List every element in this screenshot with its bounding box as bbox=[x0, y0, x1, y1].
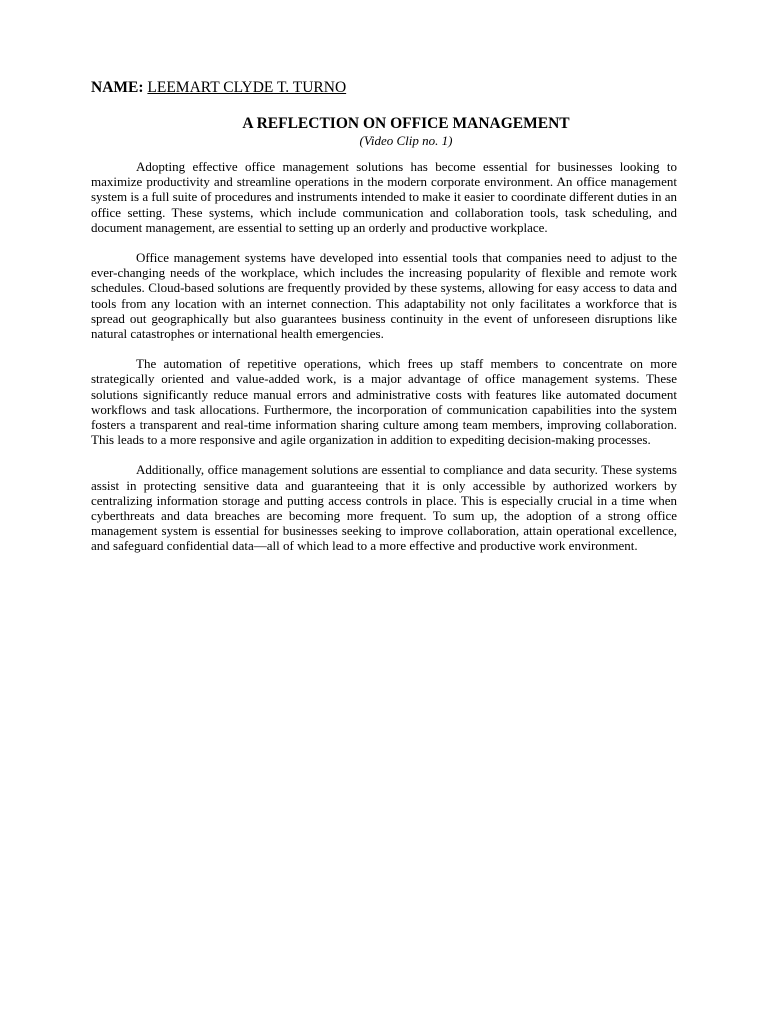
name-label: NAME: bbox=[91, 79, 144, 96]
name-value: LEEMART CLYDE T. TURNO bbox=[147, 79, 347, 96]
document-subtitle: (Video Clip no. 1) bbox=[359, 133, 453, 148]
document-title: A REFLECTION ON OFFICE MANAGEMENT bbox=[242, 115, 570, 132]
paragraph-4: Additionally, office management solutions are essential to compliance and data security. These systems assist in protecting sensitive data and guaranteeing that it is only accessible by authorized workers by centralizing information storage and putting access controls in place. This is especially crucial in a time when cyberthreats and data breaches are becoming more frequent. To sum up, the adoption of a strong office management system is essential for businesses seeking to improve collaboration, attain operational excellence, and safeguard confidential data—all of which lead to a more effective and productive work environment. bbox=[91, 462, 677, 554]
name-line bbox=[91, 78, 677, 98]
document-page bbox=[91, 78, 677, 569]
paragraph-2: Office management systems have developed into essential tools that companies need to adjust to the ever-changing needs of the workplace, which includes the increasing popularity of flexible and remote work schedules. Cloud-based solutions are frequently provided by these systems, allowing for easy access to data and tools from any location with an internet connection. This adaptability not only facilitates a workforce that is spread out geographically but also guarantees business continuity in the event of unforeseen disruptions like natural catastrophes or international health emergencies. bbox=[91, 250, 677, 342]
paragraph-3: The automation of repetitive operations, which frees up staff members to concentrate on more strategically oriented and value-added work, is a major advantage of office management systems. These solutions significantly reduce manual errors and administrative costs with features like automated document workflows and task allocations. Furthermore, the incorporation of communication capabilities into the system fosters a transparent and real-time information sharing culture among team members, improving collaboration. This leads to a more responsive and agile organization in addition to expediting decision-making processes. bbox=[91, 356, 677, 448]
paragraph-1: Adopting effective office management solutions has become essential for businesses looking to maximize productivity and streamline operations in the modern corporate environment. An office management system is a full suite of procedures and instruments intended to make it easier to coordinate different duties in an office setting. These systems, which include communication and collaboration tools, task scheduling, and document management, are essential to setting up an orderly and productive workplace. bbox=[91, 159, 677, 235]
